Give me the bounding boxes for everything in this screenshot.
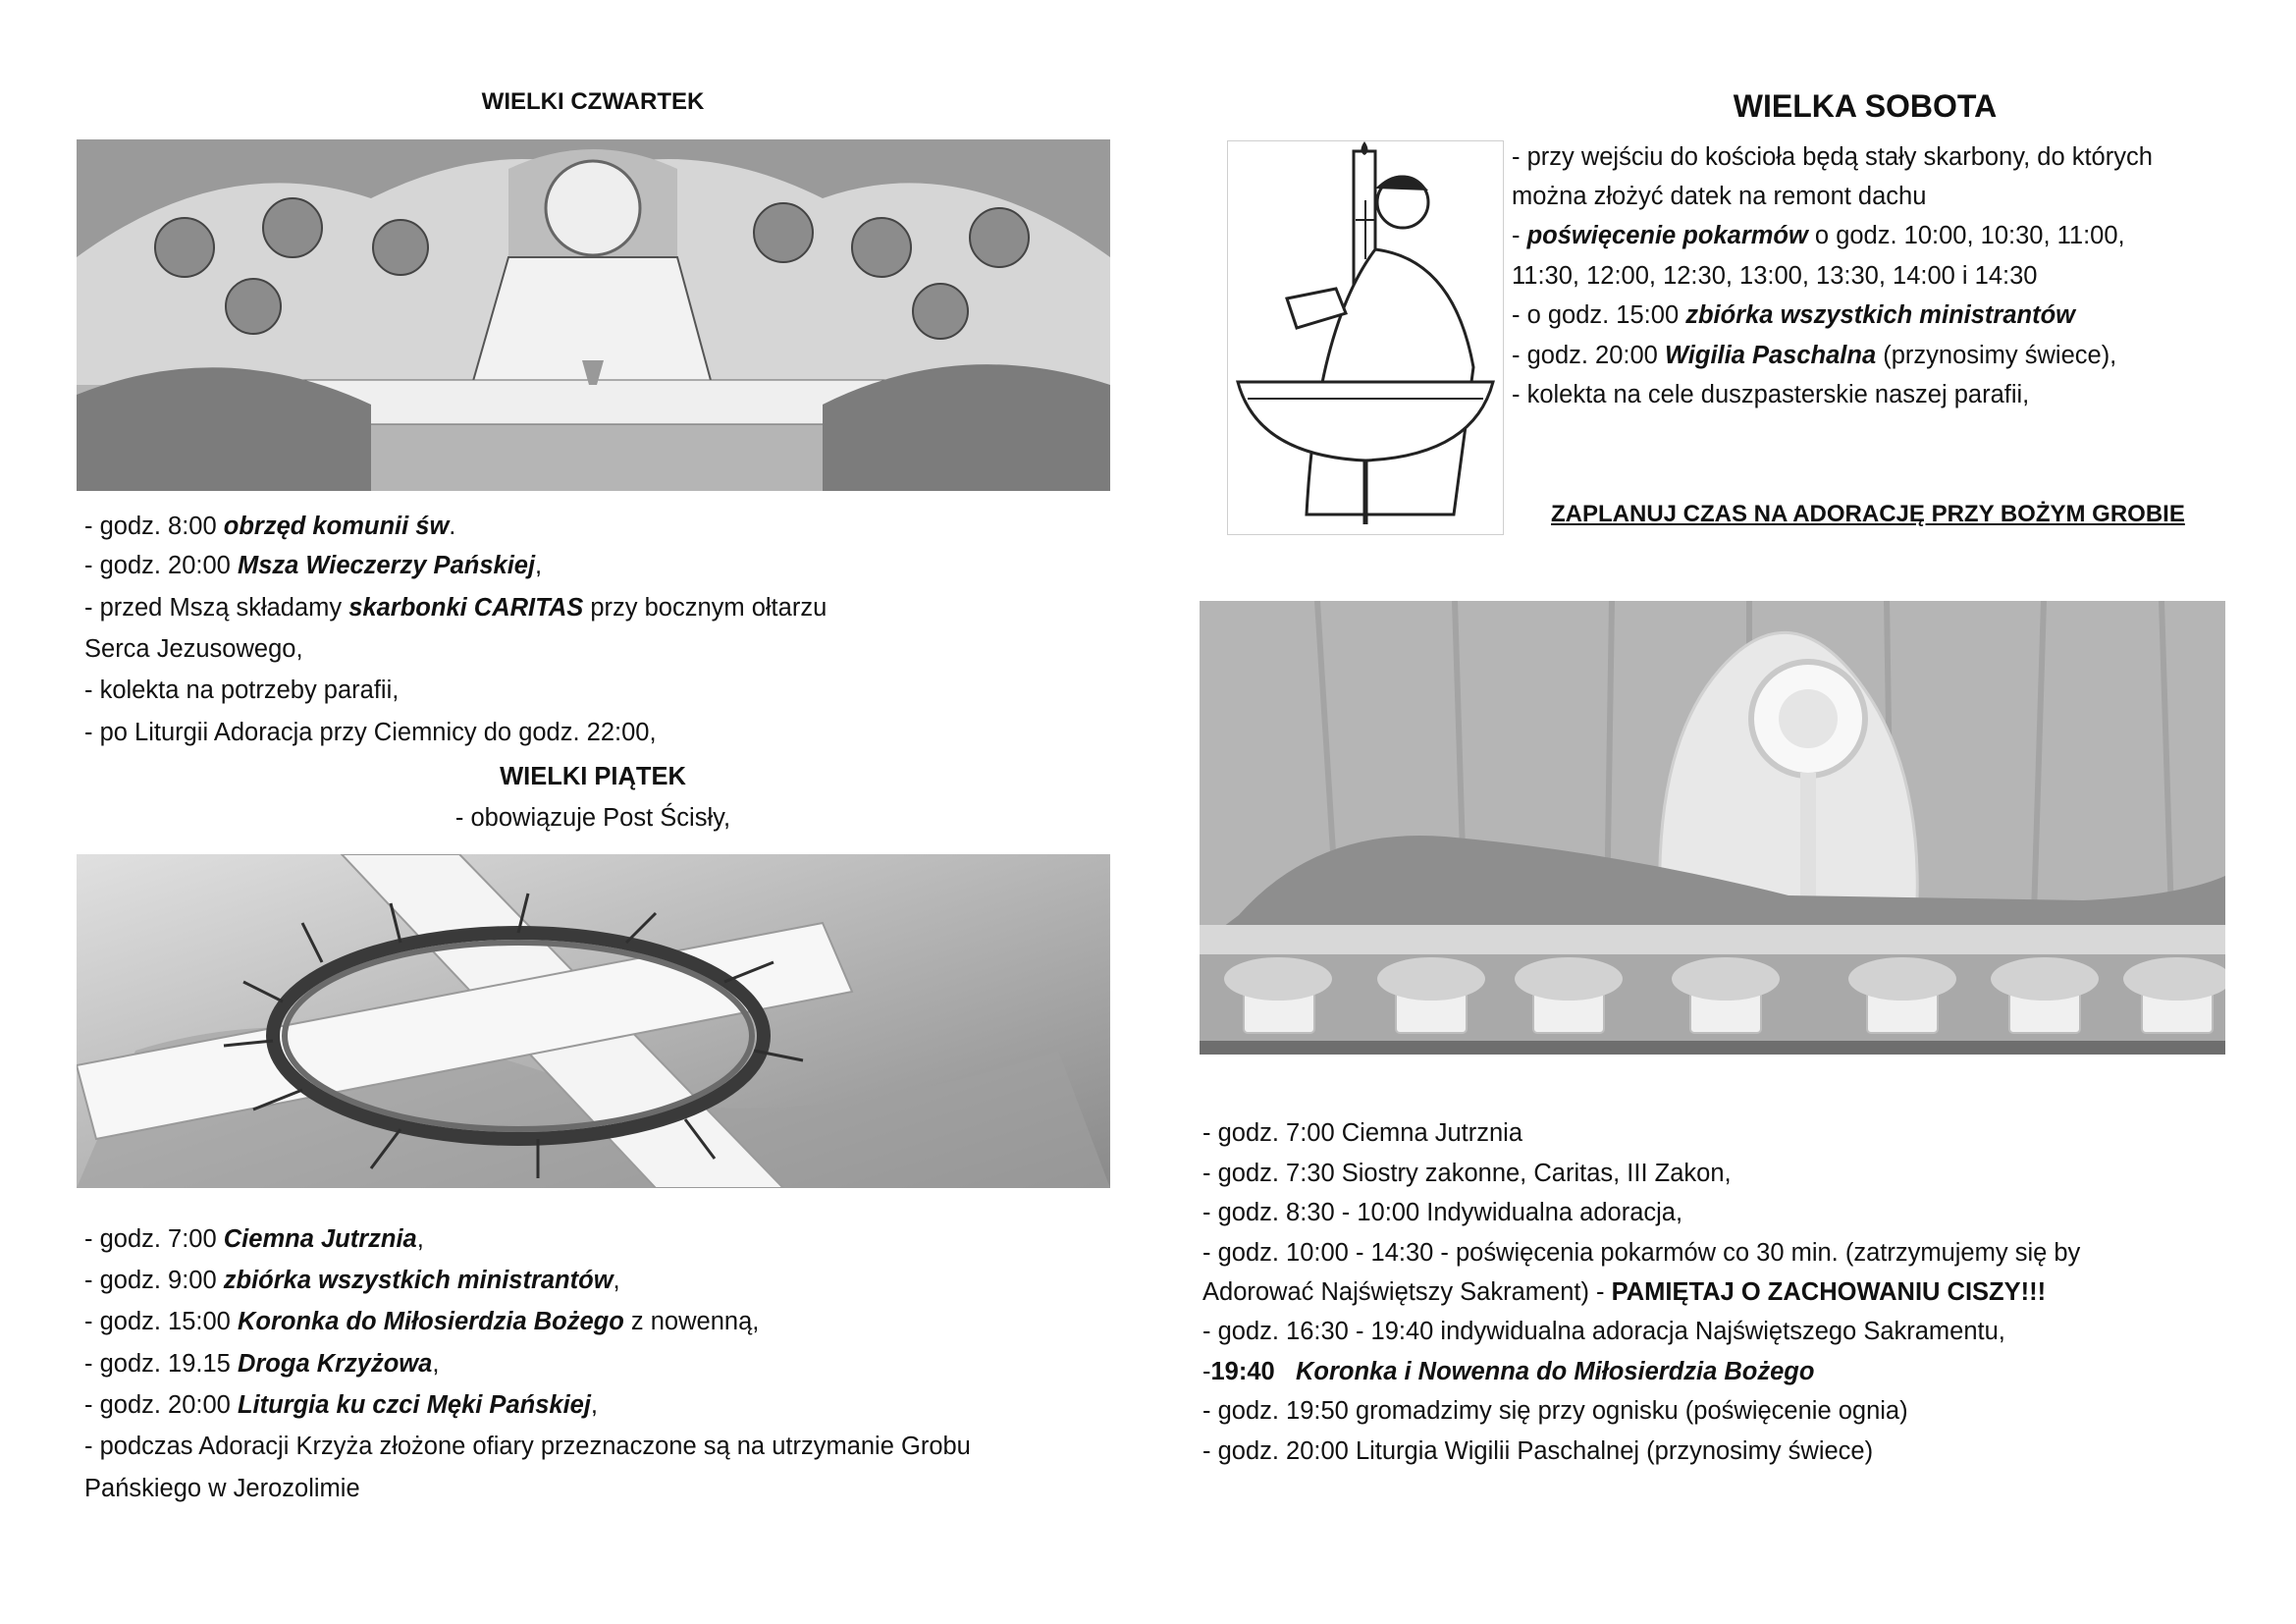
thursday-line: - przed Mszą składamy skarbonki CARITAS przy bocznym ołtarzu	[84, 594, 828, 622]
friday-line: - podczas Adoracji Krzyża złożone ofiary przeznaczone są na utrzymanie Grobu	[84, 1433, 971, 1460]
thursday-line: - po Liturgii Adoracja przy Ciemnicy do godz. 22:00,	[84, 719, 657, 746]
saturday-line: - kolekta na cele duszpasterskie naszej parafii,	[1512, 381, 2030, 408]
adoration-line: - godz. 10:00 - 14:30 - poświęcenia pokarmów co 30 min. (zatrzymujemy się by	[1202, 1239, 2081, 1267]
thursday-line: - godz. 8:00 obrzęd komunii św.	[84, 513, 456, 540]
saturday-title: WIELKA SOBOTA	[1733, 88, 1998, 124]
saturday-line: można złożyć datek na remont dachu	[1512, 183, 1927, 210]
friday-line: - godz. 19.15 Droga Krzyżowa,	[84, 1350, 440, 1378]
saturday-line: 11:30, 12:00, 12:30, 13:00, 13:30, 14:00 i 14:30	[1512, 262, 2038, 290]
thursday-title: WIELKI CZWARTEK	[481, 88, 705, 115]
saturday-line: - przy wejściu do kościoła będą stały skarbony, do których	[1512, 143, 2153, 171]
thursday-line: Serca Jezusowego,	[84, 635, 303, 663]
adoration-title: ZAPLANUJ CZAS NA ADORACJĘ PRZY BOŻYM GROBIE	[1551, 501, 2185, 527]
saturday-line: - godz. 20:00 Wigilia Paschalna (przynosimy świece),	[1512, 342, 2117, 369]
friday-line: - godz. 7:00 Ciemna Jutrznia,	[84, 1225, 424, 1253]
friday-line: - godz. 9:00 zbiórka wszystkich ministrantów,	[84, 1267, 620, 1294]
adoration-line: - godz. 20:00 Liturgia Wigilii Paschalnej (przynosimy świece)	[1202, 1437, 1874, 1465]
last-supper-image	[77, 139, 1110, 491]
adoration-line: - godz. 7:00 Ciemna Jutrznia	[1202, 1119, 1522, 1147]
saturday-line: - poświęcenie pokarmów o godz. 10:00, 10:30, 11:00,	[1512, 222, 2125, 249]
adoration-line: - godz. 7:30 Siostry zakonne, Caritas, III Zakon,	[1202, 1160, 1732, 1187]
adoration-line: - godz. 8:30 - 10:00 Indywidualna adoracja,	[1202, 1199, 1683, 1226]
adoration-line: - godz. 19:50 gromadzimy się przy ognisku (poświęcenie ognia)	[1202, 1397, 1908, 1425]
friday-line: - godz. 20:00 Liturgia ku czci Męki Pańskiej,	[84, 1391, 599, 1419]
thursday-line: - kolekta na potrzeby parafii,	[84, 677, 400, 704]
friday-subtitle: - obowiązuje Post Ścisły,	[454, 804, 731, 832]
adoration-line: -19:40 Koronka i Nowenna do Miłosierdzia Bożego	[1202, 1358, 1815, 1385]
saturday-line: - o godz. 15:00 zbiórka wszystkich ministrantów	[1512, 301, 2075, 329]
adoration-line: Adorować Najświętszy Sakrament) - PAMIĘTAJ O ZACHOWANIU CISZY!!!	[1202, 1278, 2047, 1306]
gods-tomb-image	[1200, 601, 2225, 1055]
priest-paschal-candle-image	[1227, 140, 1504, 535]
friday-line: Pańskiego w Jerozolimie	[84, 1475, 360, 1502]
thursday-line: - godz. 20:00 Msza Wieczerzy Pańskiej,	[84, 552, 543, 579]
crown-of-thorns-image	[77, 854, 1110, 1188]
adoration-line: - godz. 16:30 - 19:40 indywidualna adoracja Najświętszego Sakramentu,	[1202, 1318, 2005, 1345]
friday-title: WIELKI PIĄTEK	[500, 763, 686, 790]
friday-line: - godz. 15:00 Koronka do Miłosierdzia Bożego z nowenną,	[84, 1308, 760, 1335]
